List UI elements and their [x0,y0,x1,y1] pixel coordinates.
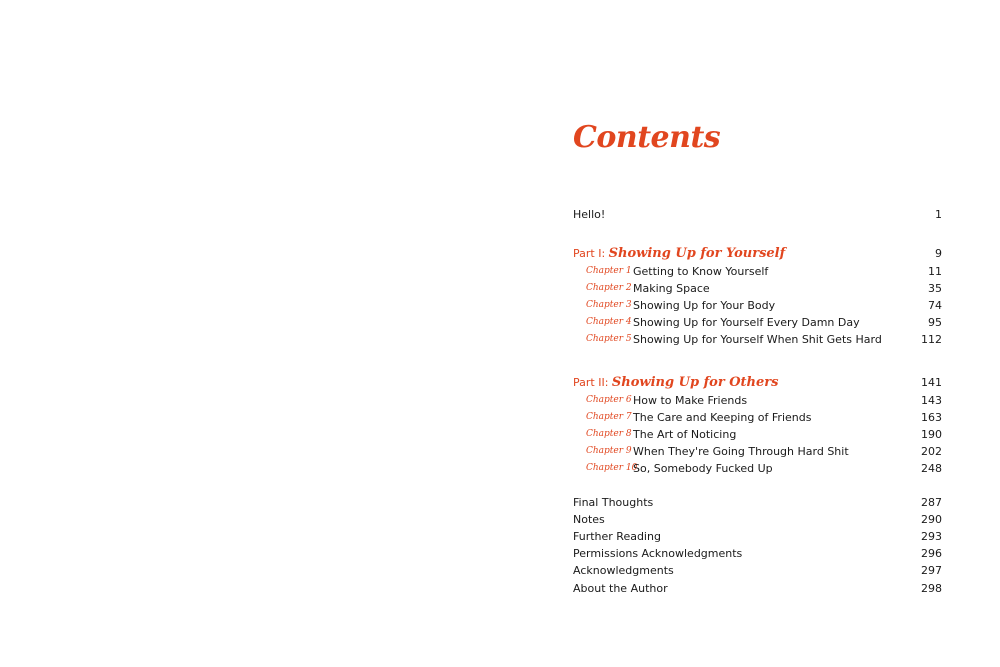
toc-page-number: 287 [921,496,942,509]
toc-entry[interactable] [573,206,942,223]
toc-page-number: 202 [921,445,942,458]
toc-page-number: 9 [935,247,942,260]
toc-page-number: 1 [935,208,942,221]
toc-part-1[interactable] [573,245,942,262]
chapter-prefix: Chapter 5 [586,334,632,344]
chapter-title: Showing Up for Yourself When Shit Gets Hard [633,333,882,346]
toc-chapter[interactable] [573,409,942,426]
chapter-prefix: Chapter 10 [586,463,638,473]
toc-entry-label: Permissions Acknowledgments [573,547,743,560]
toc-chapter[interactable] [573,280,942,297]
toc-entry-label: Notes [573,513,605,526]
part-prefix: Part I: [573,247,606,260]
toc-page-number: 248 [921,462,942,475]
chapter-title: When They're Going Through Hard Shit [633,445,849,458]
chapter-title: The Art of Noticing [633,428,737,441]
toc-entry-label: Hello! [573,208,606,221]
toc-entry-label: Further Reading [573,530,661,543]
chapter-title: Showing Up for Your Body [633,299,776,312]
part-heading [573,374,778,391]
toc-entry[interactable] [573,494,942,511]
chapter-title: So, Somebody Fucked Up [633,462,773,475]
toc-chapter[interactable] [573,263,942,280]
toc-entry-label: About the Author [573,582,668,595]
toc-page-number: 141 [921,376,942,389]
toc-page-number: 297 [921,564,942,577]
toc-chapter[interactable] [573,297,942,314]
toc-page-number: 11 [928,265,942,278]
toc-page-number: 143 [921,394,942,407]
part-name: Showing Up for Yourself [608,246,786,261]
chapter-title: Getting to Know Yourself [633,265,769,278]
chapter-prefix: Chapter 7 [586,412,632,422]
toc-page-number: 293 [921,530,942,543]
toc-chapter[interactable] [573,443,942,460]
toc-entry-label: Final Thoughts [573,496,654,509]
contents-page [573,0,942,667]
toc-chapter[interactable] [573,426,942,443]
toc-page-number: 95 [928,316,942,329]
toc-entry[interactable] [573,511,942,528]
chapter-prefix: Chapter 9 [586,446,632,456]
toc-page-number: 163 [921,411,942,424]
page-title: Contents [573,120,721,155]
chapter-prefix: Chapter 6 [586,395,632,405]
toc-page-number: 35 [928,282,942,295]
chapter-title: Showing Up for Yourself Every Damn Day [633,316,860,329]
toc-chapter[interactable] [573,331,942,348]
chapter-prefix: Chapter 4 [586,317,632,327]
chapter-title: The Care and Keeping of Friends [633,411,812,424]
chapter-title: Making Space [633,282,710,295]
toc-chapter[interactable] [573,314,942,331]
toc-entry[interactable] [573,562,942,579]
toc-page-number: 190 [921,428,942,441]
toc-page-number: 74 [928,299,942,312]
toc-page-number: 112 [921,333,942,346]
chapter-prefix: Chapter 3 [586,300,632,310]
chapter-prefix: Chapter 1 [586,266,632,276]
chapter-prefix: Chapter 8 [586,429,632,439]
toc-entry[interactable] [573,528,942,545]
part-prefix: Part II: [573,376,609,389]
toc-part-2[interactable] [573,374,942,391]
toc-entry-label: Acknowledgments [573,564,674,577]
toc-chapter[interactable] [573,460,942,477]
toc-page-number: 290 [921,513,942,526]
toc-chapter[interactable] [573,392,942,409]
toc-entry[interactable] [573,580,942,597]
chapter-prefix: Chapter 2 [586,283,632,293]
part-heading [573,245,785,262]
chapter-title: How to Make Friends [633,394,748,407]
part-name: Showing Up for Others [611,375,779,390]
toc-page-number: 296 [921,547,942,560]
toc-entry[interactable] [573,545,942,562]
toc-page-number: 298 [921,582,942,595]
